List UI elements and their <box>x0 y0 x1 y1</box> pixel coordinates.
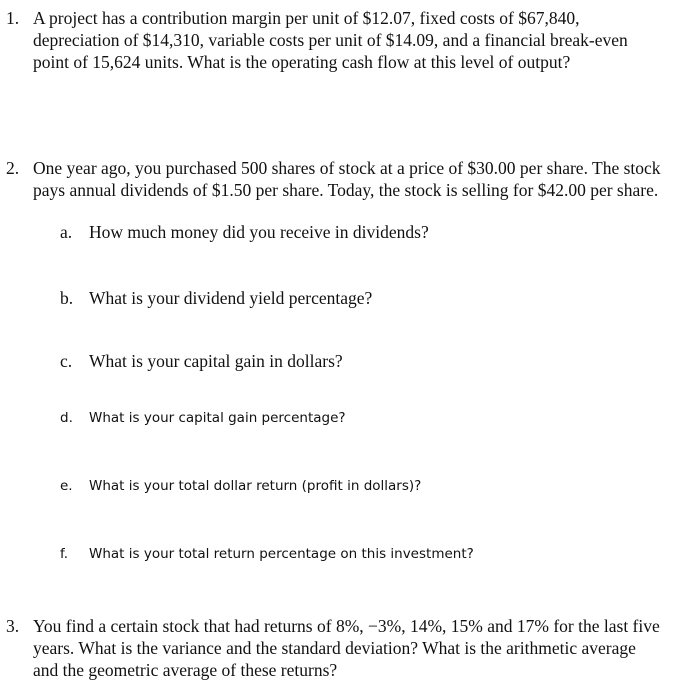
question-1-line-1: A project has a contribution margin per unit of $12.07, fixed costs of $67,840, <box>33 8 580 28</box>
part-a-letter: a. <box>60 222 73 242</box>
part-f-text: What is your total return percentage on this investment? <box>89 546 474 562</box>
question-1-line-3: point of 15,624 units. What is the operating cash flow at this level of output? <box>33 52 571 72</box>
part-a-text: How much money did you receive in dividends? <box>89 222 429 242</box>
part-b-text: What is your dividend yield percentage? <box>89 288 373 308</box>
question-3-number: 3. <box>6 616 20 636</box>
question-1-line-2: depreciation of $14,310, variable costs per unit of $14.09, and a financial break-even <box>33 30 628 50</box>
question-2-text <box>33 157 698 201</box>
part-e-letter: e. <box>60 478 73 494</box>
part-e-text: What is your total dollar return (profit in dollars)? <box>89 478 422 494</box>
question-3-text <box>33 615 698 681</box>
question-2-line-2: pays annual dividends of $1.50 per share. Today, the stock is selling for $42.00 per share. <box>33 180 659 200</box>
question-3-line-1: You find a certain stock that had returns of 8%, −3%, 14%, 15% and 17% for the last five <box>33 616 660 636</box>
part-f-letter: f. <box>60 546 69 562</box>
part-d-text: What is your capital gain percentage? <box>89 410 346 426</box>
question-3-line-2: years. What is the variance and the standard deviation? What is the arithmetic average <box>33 638 636 658</box>
part-c-letter: c. <box>60 351 73 371</box>
question-2-number: 2. <box>6 158 20 178</box>
part-d-letter: d. <box>60 410 73 426</box>
part-c-text: What is your capital gain in dollars? <box>89 351 343 371</box>
question-2-line-1: One year ago, you purchased 500 shares of stock at a price of $30.00 per share. The stock <box>33 158 661 178</box>
part-b-letter: b. <box>60 288 74 308</box>
question-1-number: 1. <box>6 8 20 28</box>
question-3-line-3: and the geometric average of these returns? <box>33 660 338 680</box>
question-1-text <box>33 7 698 73</box>
